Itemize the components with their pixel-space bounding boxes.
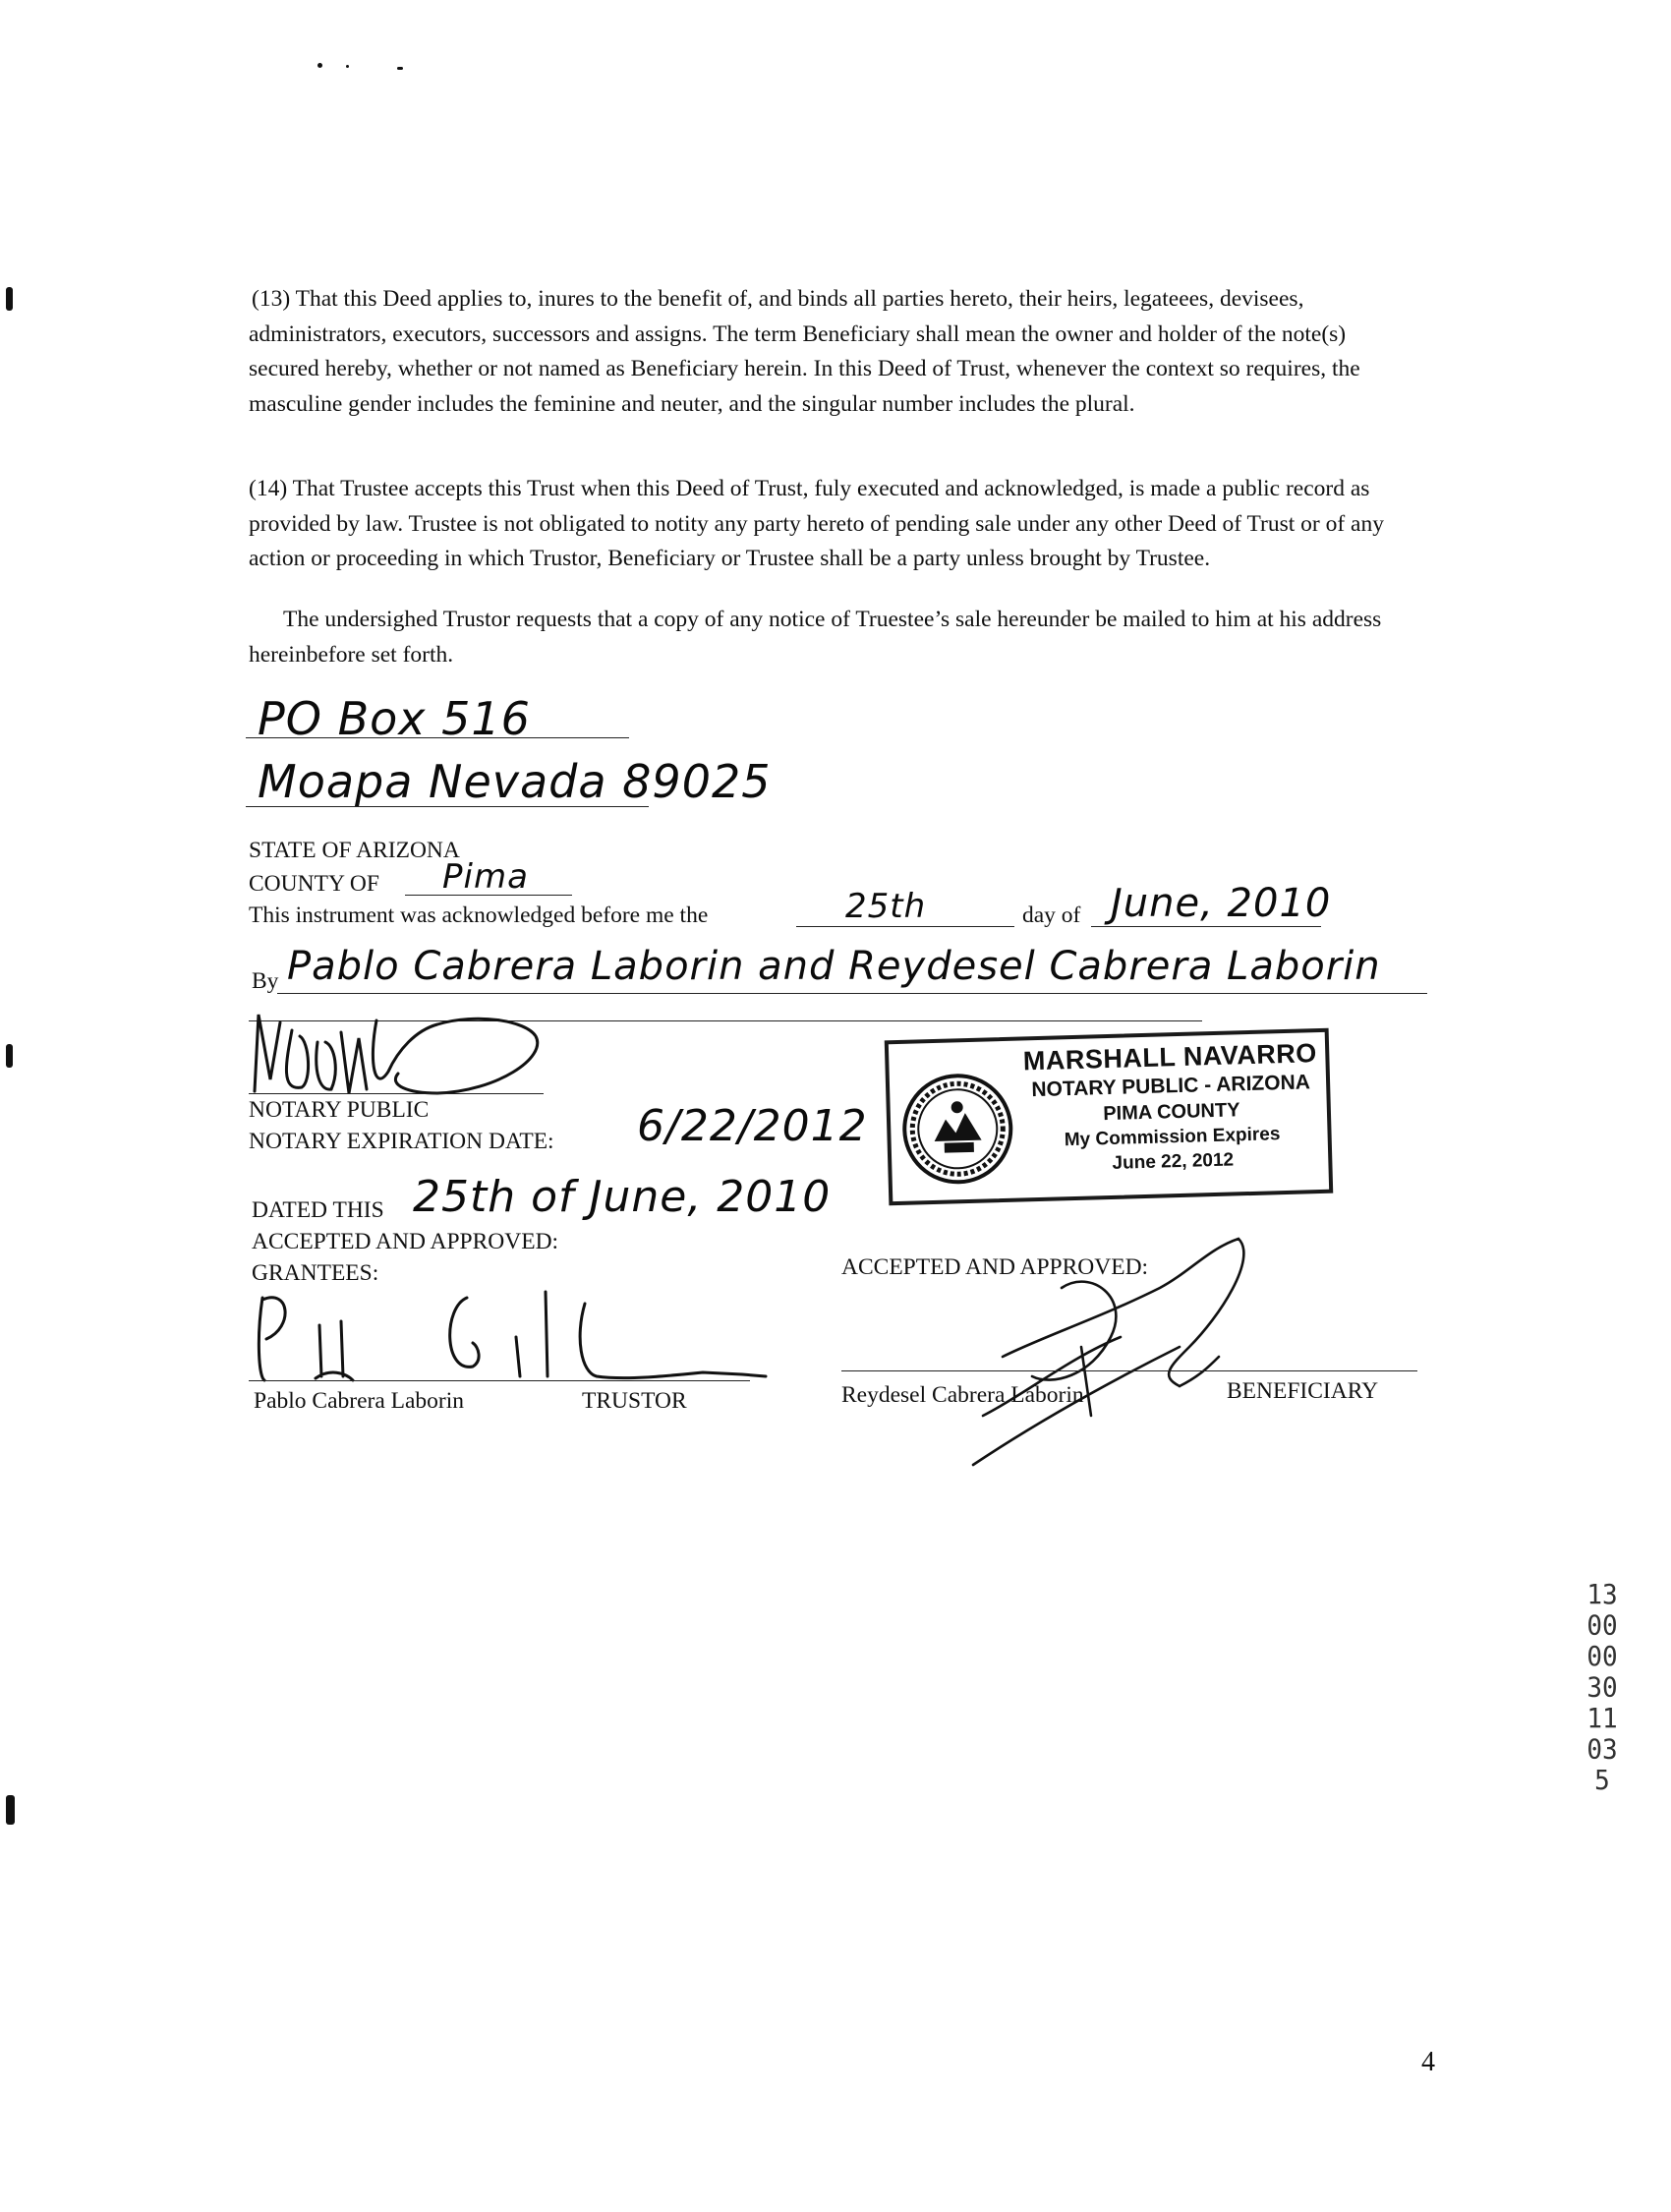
margin-punch-mark [6,287,13,311]
beneficiary-role: BENEFICIARY [1227,1378,1379,1404]
state-seal-icon [899,1071,1016,1188]
county-label: COUNTY OF [249,871,379,897]
by-label: By [252,968,279,994]
address-line-2: Moapa Nevada 89025 [258,755,772,808]
scan-speck [317,63,322,68]
instrument-label: This instrument was acknowledged before me the [249,902,709,928]
beneficiary-name: Reydesel Cabrera Laborin [841,1382,1084,1408]
stamp-commission: My Commission Expires [1064,1124,1281,1151]
dated-label: DATED THIS [252,1197,384,1223]
notary-signature [241,1003,595,1101]
month-year-value: June, 2010 [1111,881,1332,926]
margin-punch-mark [6,1044,13,1068]
expiration-value: 6/22/2012 [637,1101,868,1151]
state-label: STATE OF ARIZONA [249,838,460,863]
grantees-label: GRANTEES: [252,1260,379,1286]
recording-id: 1300003011035 [1586,1579,1618,1797]
paragraph-14: (14) That Trustee accepts this Trust when this Deed of Trust, fuly executed and acknowledged, is made a public record as provided by law. Trustee is not obligated to notity any party hereto of pending sale under any other Deed of Trust or of any action or proceeding in which Trustor, Beneficiary or Trustee shall be a party unless brought by Trustee. [249,476,1384,571]
trustor-signature [251,1278,781,1386]
accepted-approved-label: ACCEPTED AND APPROVED: [252,1229,559,1254]
by-value: Pablo Cabrera Laborin and Reydesel Cabrera Laborin [287,944,1381,989]
day-of-label: day of [1022,902,1081,928]
notary-public-label: NOTARY PUBLIC [249,1097,430,1123]
page-number: 4 [1421,2047,1435,2077]
beneficiary-signature [944,1229,1258,1484]
dated-value: 25th of June, 2010 [413,1172,832,1222]
scan-speck [346,65,349,68]
paragraph-13: (13) That this Deed applies to, inures to the benefit of, and binds all parties hereto, their heirs, legateees, devisees, administrators, executors, successors and assigns. The term Beneficiary shall mean the owner and holder of the note(s) secured hereby, whether or not named as Beneficiary herein. In this Deed of Trust, whenever the context so requires, the masculine gender includes the feminine and neuter, and the singular number includes the plural. [249,286,1360,417]
address-line-1: PO Box 516 [258,692,531,745]
stamp-title: NOTARY PUBLIC - ARIZONA [1031,1071,1311,1102]
right-accepted-label: ACCEPTED AND APPROVED: [841,1254,1149,1280]
scan-speck [397,67,403,70]
expiration-label: NOTARY EXPIRATION DATE: [249,1129,554,1154]
notary-stamp [885,1028,1334,1206]
trustor-role: TRUSTOR [582,1388,687,1414]
county-value: Pima [442,857,529,897]
stamp-date: June 22, 2012 [1112,1149,1235,1174]
stamp-name: MARSHALL NAVARRO [1022,1038,1318,1077]
stamp-county: PIMA COUNTY [1102,1099,1240,1126]
margin-punch-mark [6,1795,15,1825]
mailing-request: The undersighed Trustor requests that a copy of any notice of Truestee’s sale hereunder be mailed to him at his address hereinbefore set forth. [249,607,1382,668]
day-value: 25th [845,887,927,926]
trustor-name: Pablo Cabrera Laborin [254,1388,465,1414]
